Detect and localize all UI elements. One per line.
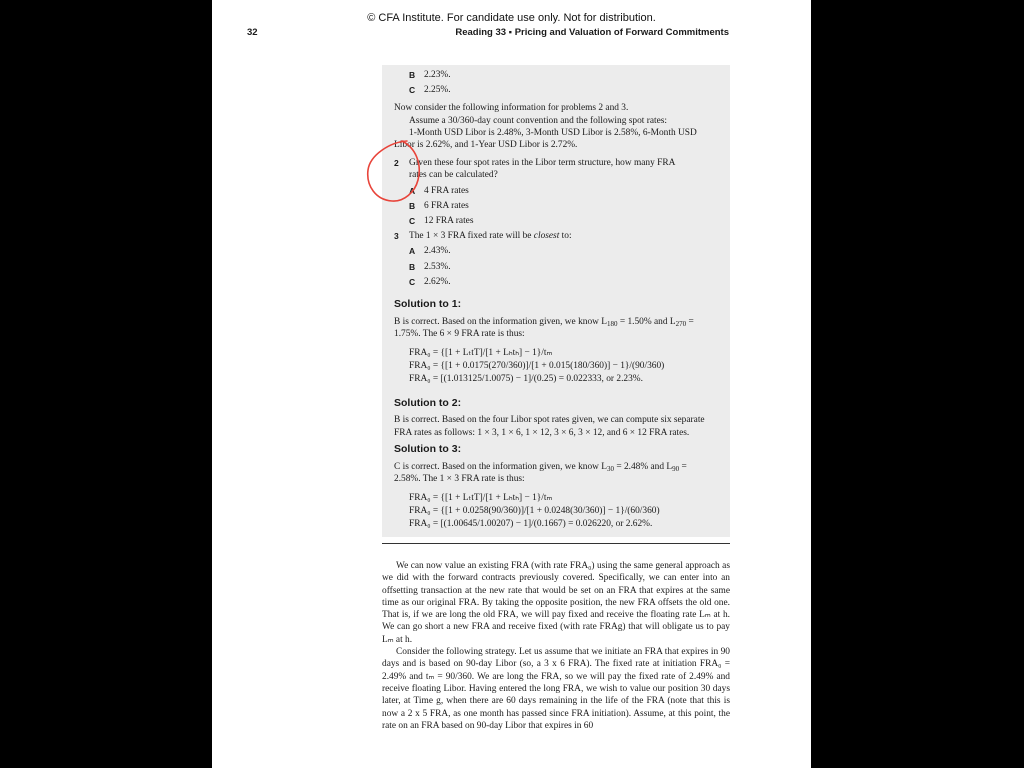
option-letter: A — [409, 186, 416, 196]
option-text: 6 FRA rates — [424, 201, 469, 211]
option-text: 2.25%. — [424, 85, 451, 95]
option-letter: C — [409, 85, 416, 95]
option-text: 2.62%. — [424, 277, 451, 287]
option-text: 2.43%. — [424, 246, 451, 256]
option-letter: A — [409, 246, 416, 256]
handwritten-circle-annotation — [212, 0, 811, 768]
body-paragraph: We can now value an existing FRA (with rate FRA₀) using the same general approach as we did with the forward contracts previously covered. Specifically, we can enter into an offsetting transaction at the new rate that would be set on an FRA that expires at the same time as our original FRA. By taking the opposite position, the new FRA offsets the old one. That is, if we are long the old FRA, we will pay fixed and receive the floating rate Lₘ at h. We can go short a new FRA and receive fixed (with rate FRAg) that will obligate us to pay Lₘ at h. — [382, 561, 730, 645]
option-letter: B — [409, 201, 416, 211]
solution-text: 1.75%. The 6 × 9 FRA rate is thus: — [394, 329, 525, 339]
formula: FRA₀ = [(1.00645/1.00207) − 1]/(0.1667) = 0.026220, or 2.62%. — [409, 519, 653, 529]
running-head: Reading 33 ▪ Pricing and Valuation of Forward Commitments — [455, 27, 729, 38]
copyright-notice: © CFA Institute. For candidate use only. Not for distribution. — [367, 12, 656, 24]
option-text: 12 FRA rates — [424, 216, 474, 226]
solution-heading: Solution to 3: — [394, 443, 462, 455]
formula: FRA₀ = {[1 + LₜtT]/[1 + Lₕtₕ] − 1}/tₘ — [409, 493, 553, 503]
page-number: 32 — [247, 27, 258, 38]
problem-stem: rates can be calculated? — [409, 170, 498, 180]
option-text: 2.23%. — [424, 70, 451, 80]
problem-stem: The 1 × 3 FRA fixed rate will be closest to: — [409, 231, 572, 241]
problem-stem: Given these four spot rates in the Libor term structure, how many FRA — [409, 158, 676, 168]
option-letter: B — [409, 70, 416, 80]
option-letter: B — [409, 262, 416, 272]
option-letter: C — [409, 277, 416, 287]
intro-line: Assume a 30/360-day count convention and the following spot rates: — [409, 116, 668, 126]
option-text: 2.53%. — [424, 262, 451, 272]
formula: FRA₀ = {[1 + 0.0258(90/360)]/[1 + 0.0248(30/360)] − 1}/(60/360) — [409, 506, 660, 516]
formula: FRA₀ = [(1.013125/1.0075) − 1]/(0.25) = 0.022333, or 2.23%. — [409, 374, 643, 384]
option-text: 4 FRA rates — [424, 186, 469, 196]
solution-heading: Solution to 1: — [394, 298, 462, 310]
formula: FRA₀ = {[1 + LₜtT]/[1 + Lₕtₕ] − 1}/tₘ — [409, 348, 553, 358]
problem-number: 3 — [394, 231, 399, 241]
formula: FRA₀ = {[1 + 0.0175(270/360)]/[1 + 0.015(180/360)] − 1}/(90/360) — [409, 361, 665, 371]
body-paragraph: Consider the following strategy. Let us assume that we initiate an FRA that expires in 90 days and is based on 90-day Libor (so, a 3 x 6 FRA). The fixed rate at initiation FRA₀ = 2.49% and tₘ = 90/360. We are long the FRA, so we will pay the fixed rate of 2.49% and receive floating Libor. Having entered the long FRA, we wish to value our position 30 days later, at Time g, when there are 60 days remaining in the life of the FRA (note that this is now a 2 x 5 FRA, as one month has passed since FRA initiation). Assume, at this point, the rate on an FRA based on 90-day Libor that expires in 60 — [382, 647, 730, 731]
solution-text: 2.58%. The 1 × 3 FRA rate is thus: — [394, 474, 525, 484]
intro-line: Now consider the following information for problems 2 and 3. — [394, 103, 629, 113]
solution-text: FRA rates as follows: 1 × 3, 1 × 6, 1 × 12, 3 × 6, 3 × 12, and 6 × 12 FRA rates. — [394, 428, 690, 438]
solution-heading: Solution to 2: — [394, 397, 462, 409]
document-page — [212, 0, 811, 768]
intro-line: 1-Month USD Libor is 2.48%, 3-Month USD Libor is 2.58%, 6-Month USD — [409, 128, 697, 138]
solution-text: C is correct. Based on the information given, we know $L_{30} = 2.48\%$ and $L_{90}$ = — [394, 462, 687, 473]
solution-text: B is correct. Based on the four Libor spot rates given, we can compute six separate — [394, 415, 705, 425]
problem-number: 2 — [394, 158, 399, 168]
option-letter: C — [409, 216, 416, 226]
solution-text: B is correct. Based on the information given, we know $L_{180} = 1.50\%$ and $L_{270}$ = — [394, 317, 694, 328]
intro-line: Libor is 2.62%, and 1-Year USD Libor is 2.72%. — [394, 140, 578, 150]
